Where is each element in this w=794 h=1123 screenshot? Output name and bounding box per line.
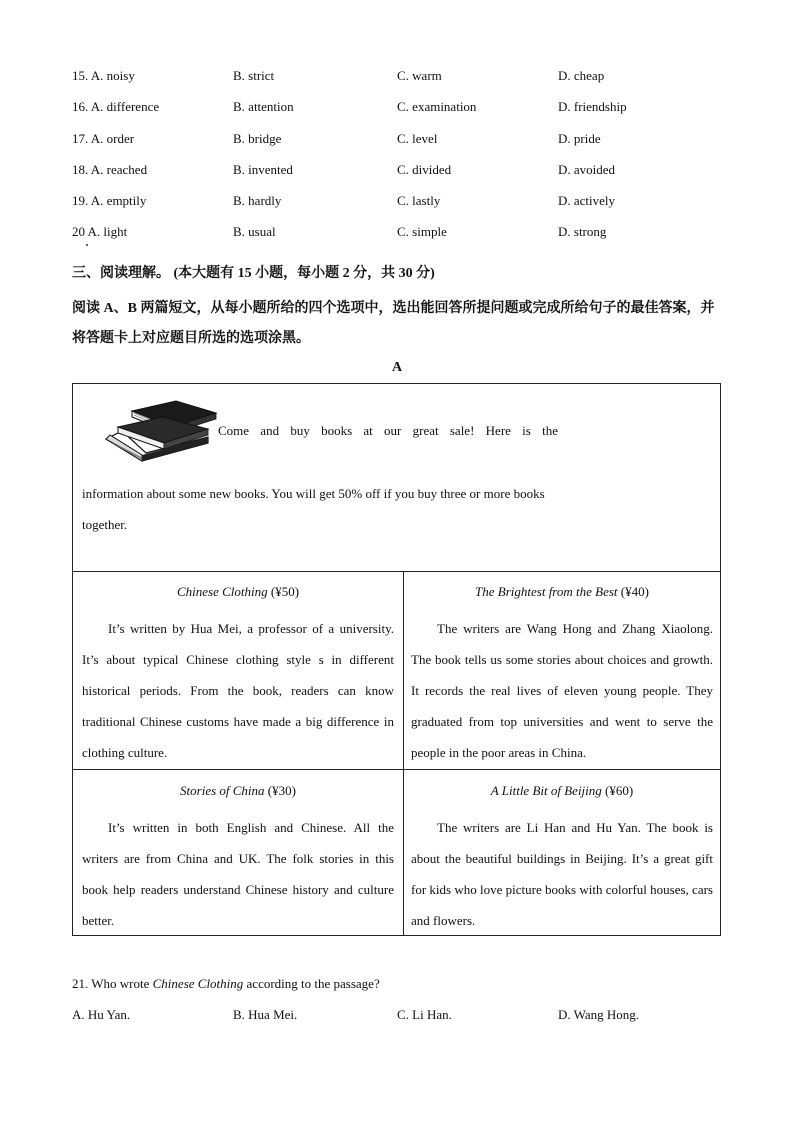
- book-price: (¥50): [270, 584, 300, 599]
- ad-intro-line2: information about some new books. You will get 50% off if you buy three or more books together.: [82, 486, 545, 532]
- option-b: B. usual: [233, 224, 276, 239]
- option-row-18: [72, 160, 722, 180]
- option-a: 16. A. difference: [72, 99, 160, 114]
- section-heading: 三、阅读理解。 (本大题有 15 小题，每小题 2 分，共 30 分): [72, 266, 435, 281]
- table-column-rule: [403, 571, 404, 936]
- option-row-16: [72, 97, 722, 117]
- table-top-rule: [72, 571, 721, 572]
- option-c: C. level: [397, 131, 438, 146]
- book-price: (¥60): [605, 783, 634, 798]
- book-price: (¥30): [267, 783, 296, 798]
- question-21-options: [72, 1005, 722, 1025]
- option-a: 18. A. reached: [72, 162, 148, 177]
- stray-dot: [86, 244, 88, 246]
- book-description: The writers are Li Han and Hu Yan. The book is about the beautiful buildings in Beijing. It’s a great gift for kids who love picture books with colorful houses, cars and flowers.: [411, 820, 713, 928]
- option-c: C. warm: [397, 68, 442, 83]
- option-d: D. strong: [558, 224, 607, 239]
- book-title: A Little Bit of Beijing: [490, 783, 602, 798]
- option-d: D. Wang Hong.: [558, 1007, 640, 1022]
- option-c: C. lastly: [397, 193, 441, 208]
- book-cell-3: [82, 781, 394, 936]
- option-a: 15. A. noisy: [72, 68, 135, 83]
- option-b: B. hardly: [233, 193, 282, 208]
- option-c: C. Li Han.: [397, 1007, 452, 1022]
- stem-text: 21. Who wrote: [72, 976, 153, 991]
- option-a: 20 A. light: [72, 224, 128, 239]
- book-title: Stories of China: [180, 783, 265, 798]
- book-description: The writers are Wang Hong and Zhang Xiaolong. The book tells us some stories about choices and growth. It records the real lives of eleven young people. They graduated from top universities and went to serve the people in the poor areas in China.: [411, 621, 713, 760]
- book-cell-4: [411, 781, 713, 936]
- option-d: D. actively: [558, 193, 616, 208]
- question-21-stem: [72, 974, 380, 994]
- book-description: It’s written in both English and Chinese. All the writers are from China and UK. The folk stories in this book help readers understand Chinese history and culture better.: [82, 820, 394, 928]
- ad-intro-line1: Come and buy books at our great sale! Here is the: [218, 423, 558, 438]
- option-b: B. attention: [233, 99, 294, 114]
- book-title: Chinese Clothing: [176, 584, 268, 599]
- option-c: C. simple: [397, 224, 447, 239]
- option-row-19: [72, 191, 722, 211]
- option-row-17: [72, 129, 722, 149]
- option-b: B. strict: [233, 68, 275, 83]
- option-c: C. examination: [397, 99, 477, 114]
- option-a: A. Hu Yan.: [72, 1007, 131, 1022]
- book-stack-icon: [104, 393, 222, 465]
- option-c: C. divided: [397, 162, 452, 177]
- option-b: B. invented: [233, 162, 293, 177]
- option-d: D. friendship: [558, 99, 627, 114]
- passage-label: A: [391, 360, 403, 375]
- option-d: D. avoided: [558, 162, 616, 177]
- stem-text: according to the passage?: [243, 976, 380, 991]
- book-cell-2: [411, 582, 713, 768]
- book-title: The Brightest from the Best: [475, 584, 618, 599]
- option-a: 17. A. order: [72, 131, 135, 146]
- book-description: It’s written by Hua Mei, a professor of a university. It’s about typical Chinese clothing style s in different historical periods. From the book, readers can know traditional Chinese customs have made a big difference in clothing culture.: [82, 621, 394, 760]
- option-d: D. pride: [558, 131, 601, 146]
- option-b: B. Hua Mei.: [233, 1007, 298, 1022]
- option-row-15: [72, 66, 722, 86]
- stem-book-title: Chinese Clothing: [152, 976, 244, 991]
- option-b: B. bridge: [233, 131, 282, 146]
- book-price: (¥40): [620, 584, 649, 599]
- table-middle-rule: [72, 769, 721, 770]
- book-cell-1: [82, 582, 394, 768]
- option-d: D. cheap: [558, 68, 605, 83]
- section-instructions: 阅读 A、B 两篇短文，从每小题所给的四个选项中，选出能回答所提问题或完成所给句子的最佳答案，并将答题卡上对应题目所选的选项涂黑。: [72, 301, 715, 346]
- option-row-20: [72, 222, 722, 242]
- option-a: 19. A. emptily: [72, 193, 147, 208]
